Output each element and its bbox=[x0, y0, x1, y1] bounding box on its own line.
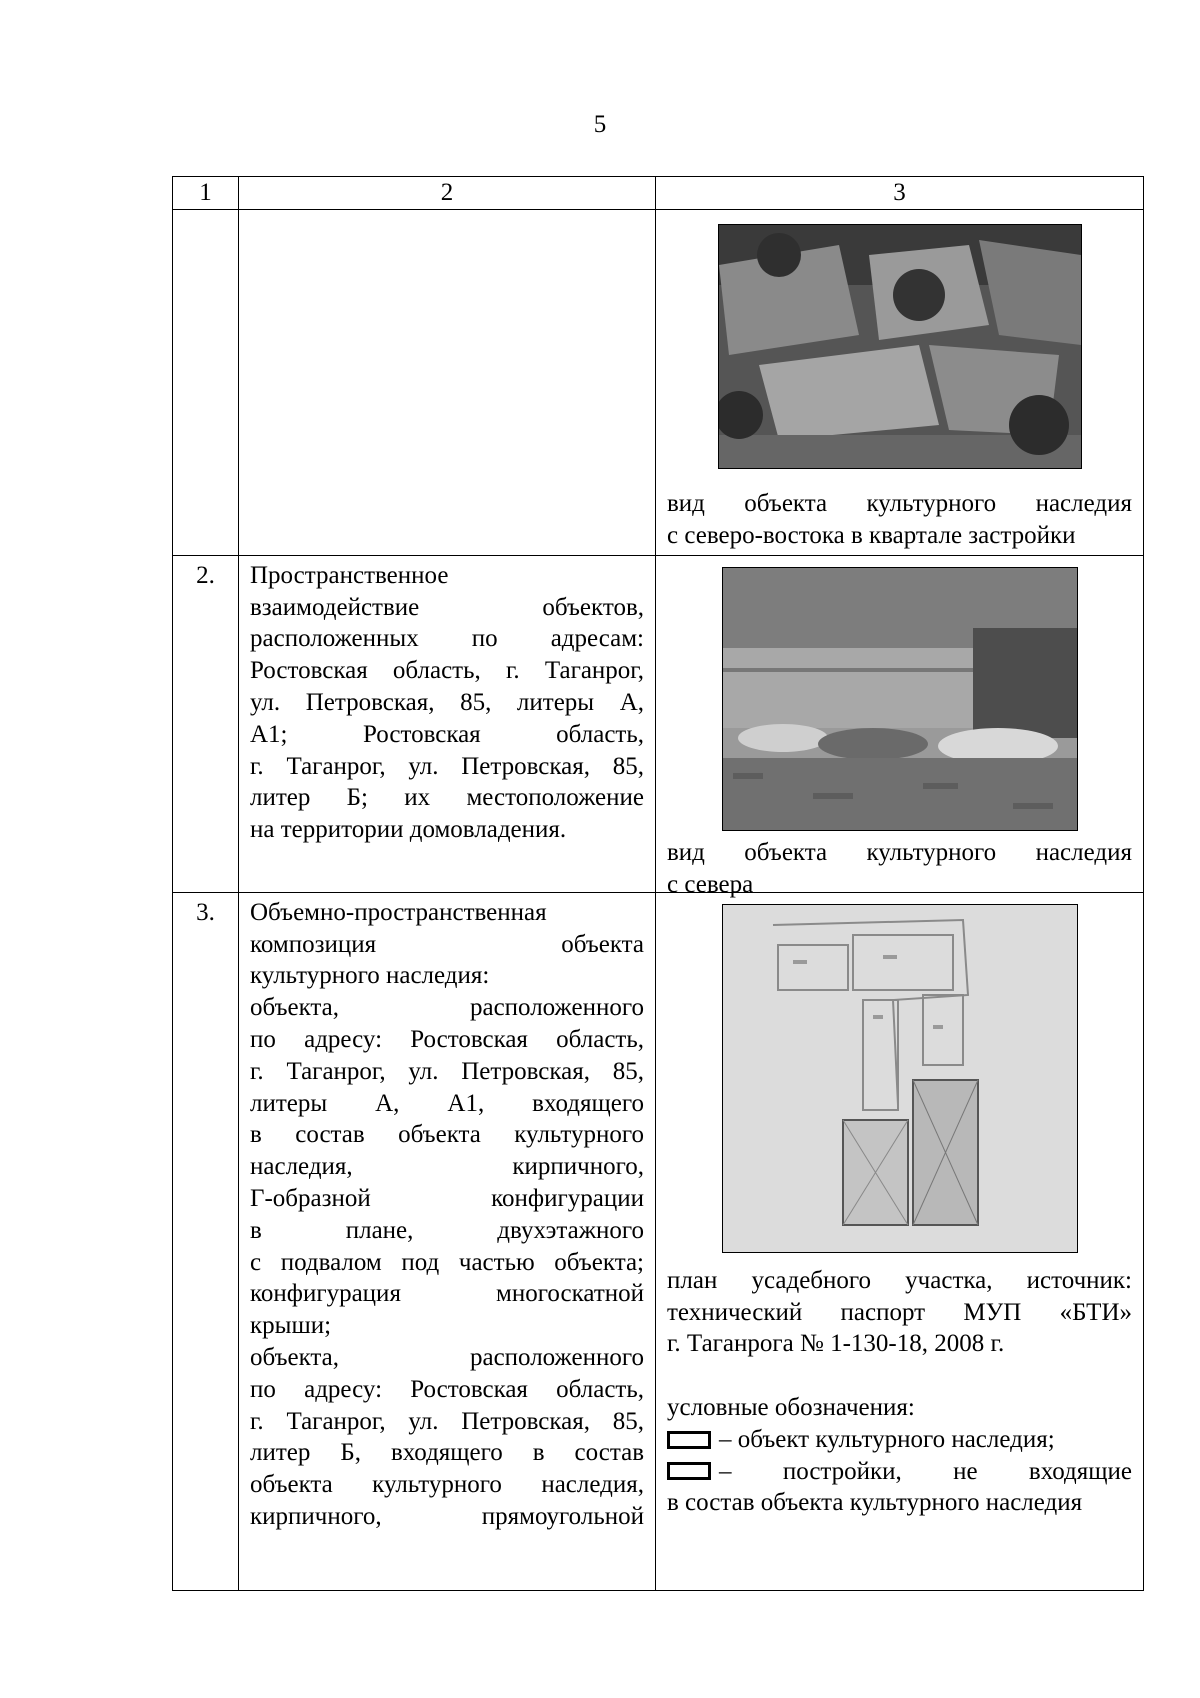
row1-caption bbox=[667, 488, 1132, 552]
row3-caption bbox=[667, 1265, 1132, 1519]
site-plan-image bbox=[722, 904, 1078, 1253]
row3-text-line: по адресу: Ростовская область, bbox=[250, 1025, 644, 1053]
row3-text-line: культурного наследия: bbox=[250, 962, 490, 990]
row3-text-line: наследия, кирпичного, bbox=[250, 1153, 644, 1181]
row3-text-line: объекта, расположенного bbox=[250, 1343, 644, 1371]
header-col-1: 1 bbox=[173, 177, 239, 210]
row2-text-line: ул. Петровская, 85, литеры А, bbox=[250, 688, 644, 716]
row2-photo-cell bbox=[656, 555, 1144, 898]
page-number: 5 bbox=[593, 111, 607, 138]
row2-num: 2. bbox=[173, 555, 239, 892]
legend-other-box-icon bbox=[667, 1462, 711, 1480]
row3-text-line: крыши; bbox=[250, 1312, 332, 1340]
row3-num: 3. bbox=[173, 892, 239, 1590]
legend-title: условные обозначения: bbox=[667, 1393, 915, 1421]
row3-text-cell bbox=[239, 892, 656, 1590]
row2-text-line: расположенных по адресам: bbox=[250, 625, 644, 653]
table-row-3 bbox=[173, 892, 1144, 1590]
row3-text-line: литер Б, входящего в состав bbox=[250, 1439, 644, 1467]
row3-text-line: по адресу: Ростовская область, bbox=[250, 1375, 644, 1403]
row3-text-line: объекта, расположенного bbox=[250, 994, 644, 1022]
row1-text-cell bbox=[239, 209, 656, 555]
row1-photo-cell bbox=[656, 209, 1144, 555]
row2-caption-line: вид объекта культурного наследия bbox=[667, 838, 1132, 866]
row3-caption-line: г. Таганрога № 1-130-18, 2008 г. bbox=[667, 1330, 1005, 1358]
legend-item-heritage-label: – объект культурного наследия; bbox=[719, 1425, 1055, 1453]
table-row-2 bbox=[173, 555, 1144, 892]
legend-item-other-cont: в состав объекта культурного наследия bbox=[667, 1489, 1083, 1517]
row3-text-line: кирпичного, прямоугольной bbox=[250, 1502, 644, 1530]
header-col-2: 2 bbox=[239, 177, 656, 210]
row3-text-line: г. Таганрог, ул. Петровская, 85, bbox=[250, 1057, 644, 1085]
row3-caption-line: план усадебного участка, источник: bbox=[667, 1266, 1132, 1294]
row2-caption bbox=[667, 837, 1132, 901]
row3-photo-cell bbox=[656, 892, 1144, 1590]
legend-item-other bbox=[667, 1456, 1132, 1488]
row3-text-line: композиция объекта bbox=[250, 930, 644, 958]
row2-text-line: Ростовская область, г. Таганрог, bbox=[250, 657, 644, 685]
legend-item-other-label: – постройки, не входящие bbox=[719, 1457, 1132, 1485]
row2-text-line: А1; Ростовская область, bbox=[250, 720, 644, 748]
row3-text-line: в плане, двухэтажного bbox=[250, 1216, 644, 1244]
row3-text-line: г. Таганрог, ул. Петровская, 85, bbox=[250, 1407, 644, 1435]
row3-text-line: литеры А, А1, входящего bbox=[250, 1089, 644, 1117]
document-table bbox=[172, 176, 1144, 1591]
row3-text-line: Объемно-пространственная bbox=[250, 898, 547, 926]
legend-heritage-box-icon bbox=[667, 1431, 711, 1449]
row3-text-line: объекта культурного наследия, bbox=[250, 1471, 644, 1499]
row1-caption-line: с северо-востока в квартале застройки bbox=[667, 521, 1076, 549]
row2-text-line: Пространственное bbox=[250, 561, 449, 589]
row3-text-line: конфигурация многоскатной bbox=[250, 1280, 644, 1308]
row3-text-line: с подвалом под частью объекта; bbox=[250, 1248, 644, 1276]
row2-text-line: литер Б; их местоположение bbox=[250, 784, 644, 812]
row2-text-line: г. Таганрог, ул. Петровская, 85, bbox=[250, 752, 644, 780]
row2-text-line: на территории домовладения. bbox=[250, 816, 567, 844]
legend-item-heritage bbox=[667, 1424, 1132, 1456]
table-header-row bbox=[173, 177, 1144, 210]
north-view-photo bbox=[722, 567, 1078, 831]
row3-caption-line: технический паспорт МУП «БТИ» bbox=[667, 1298, 1132, 1326]
row2-caption-line: с севера bbox=[667, 870, 754, 898]
row3-text-line: в состав объекта культурного bbox=[250, 1121, 644, 1149]
table-row-1 bbox=[173, 209, 1144, 555]
aerial-photo bbox=[718, 224, 1082, 469]
row3-text-line: Г-образной конфигурации bbox=[250, 1184, 644, 1212]
header-col-3: 3 bbox=[656, 177, 1144, 210]
row2-text-line: взаимодействие объектов, bbox=[250, 593, 644, 621]
row1-caption-line: вид объекта культурного наследия bbox=[667, 489, 1132, 517]
row2-text-cell bbox=[239, 555, 656, 892]
row1-num-cell bbox=[173, 209, 239, 555]
